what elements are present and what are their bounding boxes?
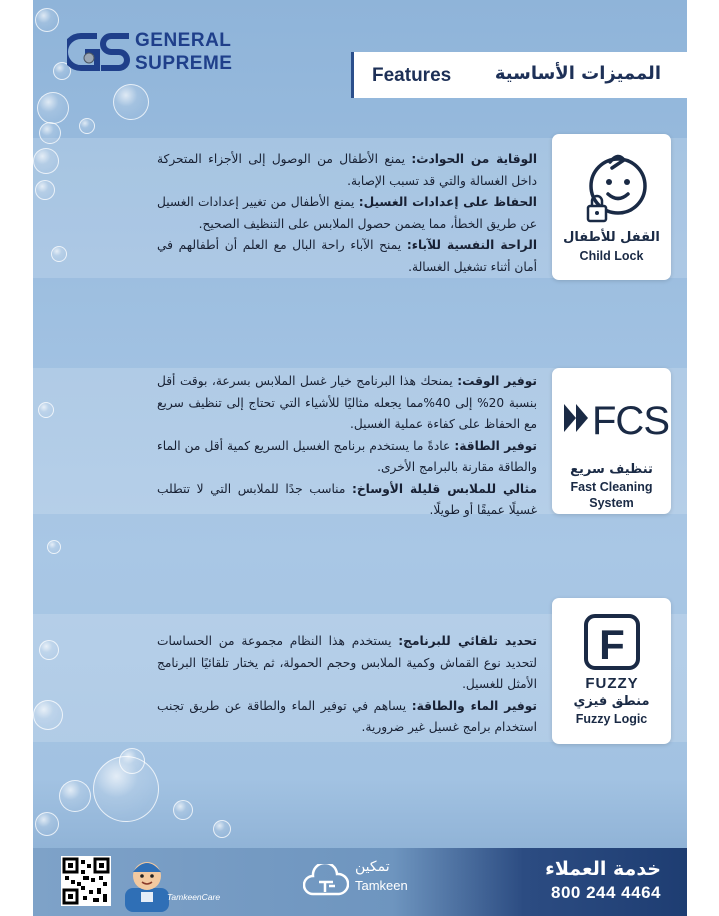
- bubble-decoration: [213, 820, 231, 838]
- technician-mascot-icon: [119, 852, 179, 912]
- paragraph-text: يمنح الآباء راحة البال مع العلم أن أطفالهم في أمان أثناء تشغيل الغسالة.: [157, 238, 537, 274]
- paragraph-label: الوقاية من الحوادث:: [411, 152, 537, 166]
- bubble-decoration: [37, 92, 69, 124]
- feature-card-fast-cleaning: [552, 368, 671, 514]
- bubble-decoration: [113, 84, 149, 120]
- paragraph: [157, 192, 537, 235]
- fuzzy-icon-letter: F: [599, 621, 625, 668]
- paragraph-text: يمنحك هذا البرنامج خيار غسل الملابس بسرعة، بوقت أقل بنسبة 20% إلى 40%مما يجعله مثاليًا للأشياء التي تحتاج إلى تنظيف سريع مع الحفاظ على كفاءة عملية الغسيل.: [157, 374, 537, 431]
- paragraph: [157, 235, 537, 278]
- customer-service-title: خدمة العملاء: [545, 858, 661, 880]
- features-header: [351, 52, 687, 98]
- bubble-decoration: [173, 800, 193, 820]
- logo-line-general: GENERAL: [135, 30, 232, 51]
- qr-code[interactable]: [61, 856, 111, 906]
- child-lock-title-ar: القفل للأطفال: [563, 230, 660, 245]
- child-lock-title-en: Child Lock: [579, 249, 644, 263]
- features-title-en: Features: [372, 65, 452, 86]
- fcs-title-en-2: System: [589, 496, 634, 510]
- fcs-icon-text: FCS: [592, 399, 669, 443]
- feature-card-child-lock: [552, 134, 671, 280]
- paragraph-label: توفير الطاقة:: [454, 438, 537, 453]
- bubble-decoration: [35, 8, 59, 32]
- tamkeen-cloud-icon: [303, 864, 349, 898]
- customer-service-phone[interactable]: 800 244 4464: [551, 883, 661, 902]
- fuzzy-title-ar: منطق فيزي: [573, 694, 650, 709]
- logo-line-supreme: SUPREME: [135, 53, 233, 74]
- fcs-title-en-1: Fast Cleaning: [570, 480, 653, 494]
- paragraph: [157, 696, 537, 739]
- fcs-description: [157, 371, 537, 522]
- paragraph-label: مثالي للملابس قليلة الأوساخ:: [351, 481, 537, 496]
- paragraph-label: الحفاظ على إعدادات الغسيل:: [358, 195, 537, 209]
- fcs-title-ar: تنظيف سريع: [570, 462, 653, 477]
- gs-logo-mark-icon: [67, 30, 131, 74]
- paragraph: [157, 479, 537, 522]
- fuzzy-description: [157, 631, 537, 739]
- bubble-decoration: [47, 540, 61, 554]
- features-title-ar: المميزات الأساسية: [494, 63, 661, 84]
- fcs-icon: [552, 382, 671, 452]
- tamkeen-care-logo: [119, 852, 221, 912]
- paragraph: [157, 436, 537, 479]
- paragraph-text: يستخدم هذا النظام مجموعة من الحساسات لتحديد نوع القماش وكمية الملابس وحجم الحمولة، ثم يختار تلقائيًا البرنامج الأمثل للغسيل.: [157, 634, 537, 691]
- paragraph-text: يمنع الأطفال من تغيير إعدادات الغسيل عن طريق الخطأ، مما يضمن حصول الملابس على التنظيف الصحيح.: [157, 195, 537, 231]
- paragraph: [157, 371, 537, 436]
- tamkeen-name-ar: تمكين: [355, 859, 390, 875]
- brochure-page: [33, 0, 687, 916]
- paragraph-label: توفير الماء والطاقة:: [411, 698, 537, 713]
- paragraph: [157, 149, 537, 192]
- child-lock-description: [157, 149, 537, 278]
- paragraph-label: توفير الوقت:: [457, 374, 537, 388]
- paragraph-text: يمنع الأطفال من الوصول إلى الأجزاء المتحركة داخل الغسالة والتي قد تسبب الإصابة.: [157, 152, 537, 188]
- bubble-decoration: [35, 812, 59, 836]
- child-face-lock-icon: [552, 140, 671, 230]
- paragraph-label: تحديد تلقائي للبرنامج:: [398, 634, 537, 648]
- paragraph-text: عادةً ما يستخدم برنامج الغسيل السريع كمية أقل من الماء والطاقة مقارنة بالبرامج الأخرى.: [157, 438, 537, 474]
- bubble-decoration: [59, 780, 91, 812]
- tamkeen-name-en: Tamkeen: [355, 878, 408, 893]
- footer: [33, 848, 687, 916]
- paragraph-text: يساهم في توفير الماء والطاقة عن طريق تجنب استخدام برامج غسيل غير ضرورية.: [157, 698, 537, 734]
- tamkeen-care-label: TamkeenCare: [167, 892, 221, 902]
- fuzzy-logic-icon: [552, 612, 671, 692]
- bubble-decoration: [119, 748, 145, 774]
- general-supreme-logo: [67, 28, 257, 78]
- fuzzy-title-en: Fuzzy Logic: [575, 712, 648, 726]
- paragraph-text: مناسب جدًا للملابس التي لا تتطلب غسيلًا عميقًا أو طويلًا.: [157, 481, 537, 517]
- fuzzy-icon-word: FUZZY: [585, 675, 639, 692]
- qr-code-icon: [61, 856, 111, 906]
- feature-card-fuzzy-logic: [552, 598, 671, 744]
- paragraph-label: الراحة النفسية للآباء:: [406, 238, 538, 252]
- paragraph: [157, 631, 537, 696]
- bubble-decoration: [79, 118, 95, 134]
